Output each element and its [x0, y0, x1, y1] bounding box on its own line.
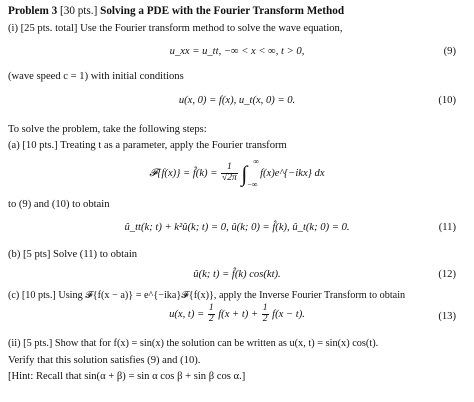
equation-12-number: (12) [438, 269, 456, 280]
half-fraction-2 [262, 304, 269, 325]
half-fraction-1 [208, 304, 215, 325]
equation-13-number: (13) [438, 311, 456, 322]
step-a-text: (a) [10 pts.] Treating t as a parameter, apply the Fourier transform [8, 140, 287, 151]
to-obtain-text: to (9) and (10) to obtain [8, 199, 110, 210]
equation-12-body: û(k; t) = f̂(k) cos(kt). [193, 269, 281, 280]
equation-12 [8, 268, 466, 281]
half-num-2: 1 [262, 303, 268, 313]
equation-10-body: u(x, 0) = f(x), u_t(x, 0) = 0. [178, 95, 296, 106]
equation-11-body: û_tt(k; t) + k²û(k; t) = 0, û(k; 0) = f̂(k), û_t(k; 0) = 0. [124, 222, 350, 233]
problem-title [8, 4, 466, 18]
equation-13 [8, 304, 466, 325]
step-b-text: (b) [5 pts] Solve (11) to obtain [8, 249, 138, 260]
steps-intro: To solve the problem, take the following steps: [8, 124, 207, 135]
fourier-lhs: 𝓕{f(x)} = f̂(k) = [149, 168, 218, 180]
part-i-intro: (i) [25 pts. total] Use the Fourier transform method to solve the wave equation, [8, 23, 343, 34]
equation-9-body: u_xx = u_tt, −∞ < x < ∞, t > 0, [169, 46, 305, 57]
part-ii-line-2: Verify that this solution satisfies (9) and (10). [8, 355, 201, 366]
problem-points: [30 pts.] [60, 5, 98, 17]
fourier-frac-den: √2π [222, 173, 237, 184]
fourier-rhs: f(x)e^{−ikx} dx [260, 168, 325, 180]
step-c-text: (c) [10 pts.] Using 𝓕{f(x − a)} = e^{−ika}𝓕{f(x)}, apply the Inverse Fourier Transform to obtain [8, 290, 406, 301]
part-ii-line-1: (ii) [5 pts.] Show that for f(x) = sin(x) the solution can be written as u(x, t) = sin(x) cos(t). [8, 338, 379, 349]
equation-10-number: (10) [438, 95, 456, 106]
fourier-frac-num: 1 [221, 163, 238, 174]
problem-number: Problem 3 [8, 5, 58, 17]
equation-11 [8, 221, 466, 234]
half-den-2: 2 [262, 313, 268, 324]
half-num-1: 1 [208, 303, 214, 313]
problem-heading: Solving a PDE with the Fourier Transform Method [100, 5, 345, 17]
equation-13-term2: f(x − t). [272, 308, 305, 320]
equation-13-lhs: u(x, t) = [169, 308, 205, 320]
initial-conditions-text: (wave speed c = 1) with initial conditions [8, 71, 184, 82]
fourier-normalization [221, 163, 238, 184]
integral-sign: ∫ ∞ −∞ [241, 157, 260, 189]
equation-9-number: (9) [443, 46, 456, 57]
part-ii-hint: [Hint: Recall that sin(α + β) = sin α cos β + sin β cos α.] [8, 371, 246, 382]
equation-9 [8, 45, 466, 58]
half-den-1: 2 [208, 313, 214, 324]
fourier-transform-definition [8, 157, 466, 189]
equation-10 [8, 94, 466, 107]
equation-13-term1: f(x + t) + [218, 308, 259, 320]
equation-11-number: (11) [438, 222, 456, 233]
